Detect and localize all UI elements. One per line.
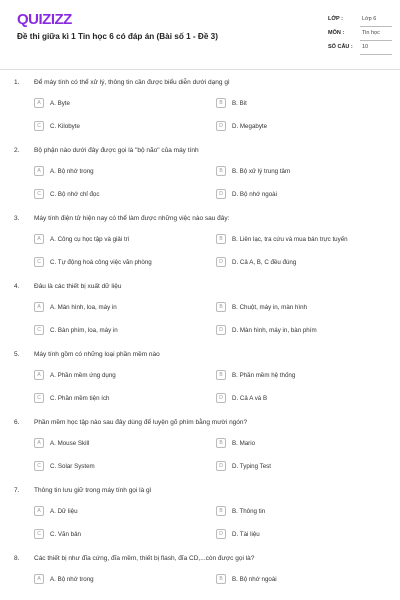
answer-option[interactable] — [34, 392, 110, 404]
option-letter-box: B — [216, 438, 226, 448]
option-text: A. Công cụ học tập và giải trí — [50, 235, 130, 243]
option-text: B. Chuột, máy in, màn hình — [232, 303, 307, 311]
question-text: Máy tính gồm có những loại phần mềm nào — [34, 351, 160, 358]
answer-option[interactable] — [34, 165, 94, 177]
option-letter-box: D — [216, 393, 226, 403]
option-text: D. Màn hình, máy in, bàn phím — [232, 326, 317, 334]
option-text: B. Phần mềm hệ thống — [232, 371, 296, 379]
question-number: 8. — [14, 555, 20, 562]
option-letter-box: C — [34, 529, 44, 539]
quizizz-logo: QUIZIZZ — [17, 11, 72, 28]
option-letter-box: C — [34, 393, 44, 403]
option-text: C. Phần mềm tiện ích — [50, 394, 110, 402]
option-letter-box: A — [34, 234, 44, 244]
answer-option[interactable] — [34, 505, 78, 517]
option-letter-box: A — [34, 98, 44, 108]
meta-row-count — [328, 42, 392, 56]
question-number: 7. — [14, 487, 20, 494]
option-text: D. Tài liệu — [232, 530, 260, 538]
answer-option[interactable] — [216, 256, 296, 268]
option-letter-box: D — [216, 257, 226, 267]
option-letter-box: B — [216, 302, 226, 312]
answer-option[interactable] — [216, 324, 317, 336]
option-letter-box: A — [34, 302, 44, 312]
answer-option[interactable] — [216, 505, 265, 517]
question-number: 1. — [14, 79, 20, 86]
question-number: 6. — [14, 419, 20, 426]
option-text: A. Dữ liệu — [50, 507, 78, 515]
answer-option[interactable] — [34, 460, 95, 472]
answer-option[interactable] — [34, 528, 81, 540]
meta-underline — [360, 54, 392, 55]
question-text: Thông tin lưu giữ trong máy tính gọi là gì — [34, 487, 152, 494]
option-letter-box: D — [216, 189, 226, 199]
meta-value: Lớp 6 — [362, 16, 377, 22]
answer-option[interactable] — [34, 120, 80, 132]
option-text: A. Mouse Skill — [50, 439, 90, 447]
answer-option[interactable] — [34, 437, 89, 449]
option-letter-box: B — [216, 166, 226, 176]
meta-underline — [360, 40, 392, 41]
question-text: Phần mềm học tập nào sau đây dùng để luyện gõ phím bằng mười ngón? — [34, 419, 248, 426]
option-letter-box: B — [216, 574, 226, 584]
question-text: Các thiết bị như đĩa cứng, đĩa mềm, thiết bị flash, đĩa CD,...còn được gọi là? — [34, 555, 255, 562]
option-letter-box: B — [216, 98, 226, 108]
option-text: B. Bộ nhớ ngoài — [232, 575, 277, 583]
option-letter-box: A — [34, 506, 44, 516]
option-text: C. Kilobyte — [50, 122, 80, 130]
worksheet-meta — [328, 14, 392, 56]
answer-option[interactable] — [34, 301, 117, 313]
answer-option[interactable] — [216, 188, 277, 200]
option-letter-box: D — [216, 529, 226, 539]
answer-option[interactable] — [216, 165, 290, 177]
meta-value: Tin học — [362, 30, 380, 36]
option-text: C. Văn bản — [50, 530, 81, 538]
meta-row-subject — [328, 28, 392, 42]
answer-option[interactable] — [216, 120, 267, 132]
question-text: Đâu là các thiết bị xuất dữ liệu — [34, 283, 122, 290]
option-letter-box: B — [216, 234, 226, 244]
answer-option[interactable] — [216, 369, 295, 381]
option-letter-box: D — [216, 461, 226, 471]
option-letter-box: D — [216, 325, 226, 335]
question-text: Bộ phận nào dưới đây được gọi là "bộ não" của máy tính — [34, 147, 199, 154]
meta-label: SỐ CÂU : — [328, 44, 353, 50]
option-letter-box: C — [34, 257, 44, 267]
option-letter-box: A — [34, 438, 44, 448]
option-text: B. Bộ xử lý trung tâm — [232, 167, 291, 175]
answer-option[interactable] — [216, 437, 255, 449]
option-letter-box: B — [216, 506, 226, 516]
answer-option[interactable] — [216, 97, 247, 109]
option-text: B. Bit — [232, 99, 247, 107]
answer-option[interactable] — [216, 460, 271, 472]
option-letter-box: A — [34, 370, 44, 380]
option-text: D. Megabyte — [232, 122, 268, 130]
answer-option[interactable] — [34, 324, 118, 336]
option-letter-box: D — [216, 121, 226, 131]
option-letter-box: C — [34, 121, 44, 131]
option-letter-box: A — [34, 166, 44, 176]
answer-option[interactable] — [34, 369, 116, 381]
option-text: D. Typing Test — [232, 462, 271, 470]
answer-option[interactable] — [216, 392, 267, 404]
question-number: 2. — [14, 147, 20, 154]
question-text: Máy tính điện tử hiện nay có thể làm được những việc nào sau đây: — [34, 215, 230, 222]
meta-underline — [360, 26, 392, 27]
question-text: Để máy tính có thể xử lý, thông tin cần được biểu diễn dưới dạng gì — [34, 79, 230, 86]
meta-row-class — [328, 14, 392, 28]
option-text: D. Cả A và B — [232, 394, 268, 402]
answer-option[interactable] — [216, 573, 277, 585]
meta-value: 10 — [362, 44, 369, 50]
meta-label: MÔN : — [328, 30, 345, 36]
option-text: D. Cả A, B, C đều đúng — [232, 258, 297, 266]
option-text: A. Bộ nhớ trong — [50, 575, 94, 583]
option-text: A. Phần mềm ứng dụng — [50, 371, 116, 379]
header-divider — [0, 69, 400, 70]
answer-option[interactable] — [34, 188, 99, 200]
question-number: 3. — [14, 215, 20, 222]
question-number: 4. — [14, 283, 20, 290]
option-letter-box: A — [34, 574, 44, 584]
option-text: B. Mario — [232, 439, 256, 447]
option-text: C. Solar System — [50, 462, 95, 470]
answer-option[interactable] — [34, 256, 152, 268]
answer-option[interactable] — [216, 528, 260, 540]
option-letter-box: C — [34, 189, 44, 199]
answer-option[interactable] — [216, 233, 348, 245]
worksheet-title: Đề thi giữa kì 1 Tin học 6 có đáp án (Bài số 1 - Đề 3) — [17, 32, 218, 41]
option-letter-box: C — [34, 325, 44, 335]
option-text: B. Liên lạc, tra cứu và mua bán trực tuyến — [232, 235, 348, 243]
option-letter-box: B — [216, 370, 226, 380]
option-text: B. Thông tin — [232, 507, 266, 515]
option-text: C. Bàn phím, loa, máy in — [50, 326, 118, 334]
option-text: D. Bộ nhớ ngoài — [232, 190, 277, 198]
option-text: C. Tự động hoá công việc văn phòng — [50, 258, 152, 266]
worksheet-header — [0, 0, 400, 64]
option-text: A. Byte — [50, 99, 70, 107]
answer-option[interactable] — [34, 233, 129, 245]
option-text: C. Bộ nhớ chỉ đọc — [50, 190, 100, 198]
answer-option[interactable] — [34, 97, 70, 109]
answer-option[interactable] — [34, 573, 94, 585]
option-text: A. Bộ nhớ trong — [50, 167, 94, 175]
option-letter-box: C — [34, 461, 44, 471]
answer-option[interactable] — [216, 301, 307, 313]
question-number: 5. — [14, 351, 20, 358]
option-text: A. Màn hình, loa, máy in — [50, 303, 117, 311]
meta-label: LỚP : — [328, 16, 343, 22]
